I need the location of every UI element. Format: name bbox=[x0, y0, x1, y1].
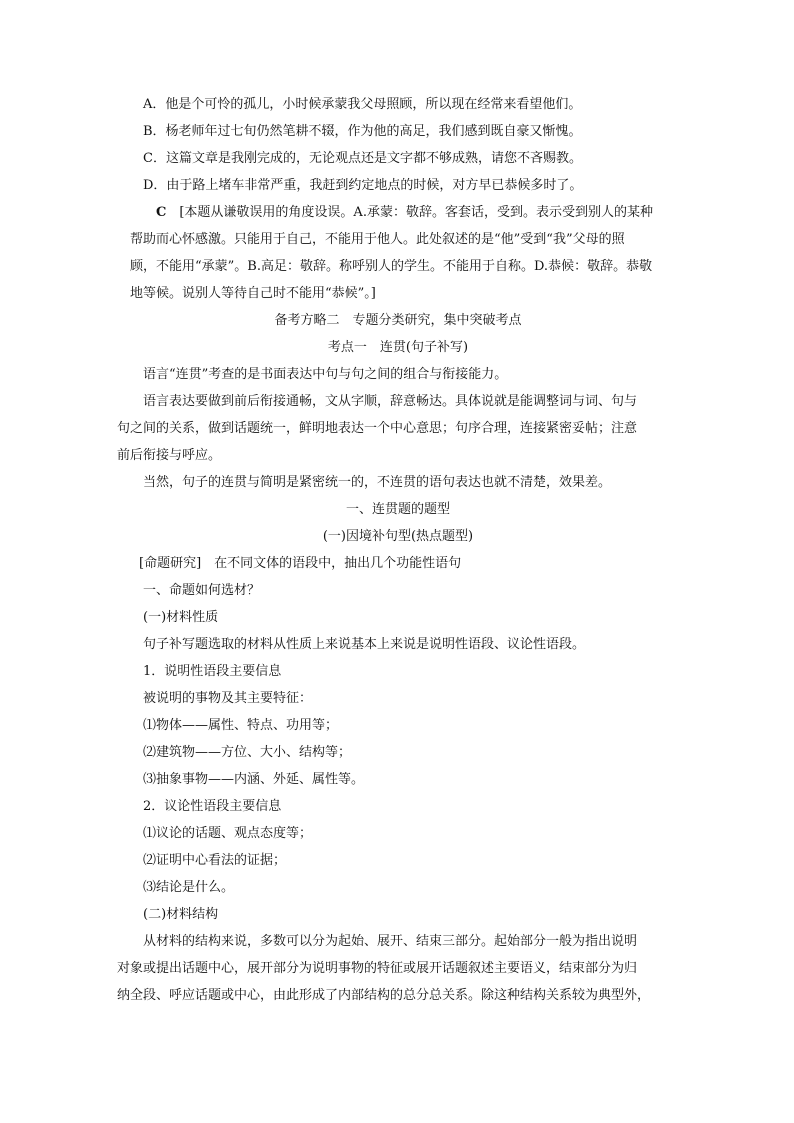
option-d: D．由于路上堵车非常严重，我赶到约定地点的时候，对方早已恭候多时了。 bbox=[143, 178, 583, 193]
list-item-object: ⑴物体——属性、特点、功用等； bbox=[143, 718, 339, 733]
intro-line-5: 当然，句子的连贯与简明是紧密统一的，不连贯的语句表达也就不清楚，效果差。 bbox=[143, 475, 612, 490]
answer-line-1 bbox=[143, 199, 653, 226]
research-line: [命题研究] 在不同文体的语段中，抽出几个功能性语句 bbox=[139, 556, 462, 571]
question-heading: 一、命题如何选材？ bbox=[143, 583, 261, 598]
list-item-abstract: ⑶抽象事物——内涵、外延、属性等。 bbox=[143, 772, 365, 787]
material-nature-text: 句子补写题选取的材料从性质上来说基本上来说是说明性语段、议论性语段。 bbox=[143, 637, 586, 652]
closing-line-2: 对象或提出话题中心，展开部分为说明事物的特征或展开话题叙述主要语义，结束部分为归 bbox=[117, 961, 638, 976]
explanatory-text: 被说明的事物及其主要特征： bbox=[143, 691, 313, 706]
strategy-heading: 备考方略二 专题分类研究，集中突破考点 bbox=[274, 313, 522, 328]
option-c: C．这篇文章是我刚完成的，无论观点还是文字都不够成熟，请您不吝赐教。 bbox=[143, 151, 582, 166]
material-structure-heading: (二)材料结构 bbox=[143, 907, 219, 922]
document-content bbox=[117, 91, 653, 1009]
answer-line-2: 帮助而心怀感激。只能用于自己，不能用于他人。此处叙述的是“他”受到“我”父母的照 bbox=[130, 232, 625, 247]
option-b: B．杨老师年过七旬仍然笔耕不辍，作为他的高足，我们感到既自豪又惭愧。 bbox=[143, 124, 582, 139]
closing-line-3: 纳全段、呼应话题或中心，由此形成了内部结构的总分总关系。除这种结构关系较为典型外， bbox=[117, 988, 651, 1003]
explanatory-heading: 1．说明性语段主要信息 bbox=[143, 664, 282, 679]
list-item-conclusion: ⑶结论是什么。 bbox=[143, 880, 235, 895]
argumentative-heading: 2．议论性语段主要信息 bbox=[143, 799, 282, 814]
intro-line-3: 句之间的关系，做到话题统一，鲜明地表达一个中心意思；句序合理，连接紧密妥帖；注意 bbox=[117, 421, 638, 436]
option-a: A．他是个可怜的孤儿，小时候承蒙我父母照顾，所以现在经常来看望他们。 bbox=[143, 97, 582, 112]
intro-line-2: 语言表达要做到前后衔接通畅，文从字顺，辞意畅达。具体说就是能调整词与词、句与 bbox=[143, 394, 638, 409]
material-nature-heading: (一)材料性质 bbox=[143, 610, 219, 625]
intro-line-1: 语言“连贯”考查的是书面表达中句与句之间的组合与衔接能力。 bbox=[143, 367, 508, 382]
answer-line-4: 地等候。说别人等待自己时不能用“恭候”。] bbox=[130, 286, 376, 301]
kaodian-heading: 考点一 连贯(句子补写) bbox=[327, 340, 469, 355]
answer-line-3: 顾，不能用“承蒙”。B.高足：敬辞。称呼别人的学生。不能用于自称。D.恭候：敬辞。恭敬 bbox=[130, 259, 653, 274]
list-item-evidence: ⑵证明中心看法的证据； bbox=[143, 853, 287, 868]
answer-letter: C bbox=[156, 205, 167, 220]
list-item-building: ⑵建筑物——方位、大小、结构等； bbox=[143, 745, 352, 760]
closing-line-1: 从材料的结构来说，多数可以分为起始、展开、结束三部分。起始部分一般为指出说明 bbox=[143, 934, 638, 949]
intro-line-4: 前后衔接与呼应。 bbox=[117, 448, 222, 463]
section-subtitle: (一)因境补句型(热点题型) bbox=[322, 529, 474, 544]
list-item-topic: ⑴议论的话题、观点态度等； bbox=[143, 826, 313, 841]
answer-explanation-1: [本题从谦敬误用的角度设误。A.承蒙：敬辞。客套话，受到。表示受到别人的某种 bbox=[166, 205, 653, 220]
section-title: 一、连贯题的题型 bbox=[345, 502, 450, 517]
